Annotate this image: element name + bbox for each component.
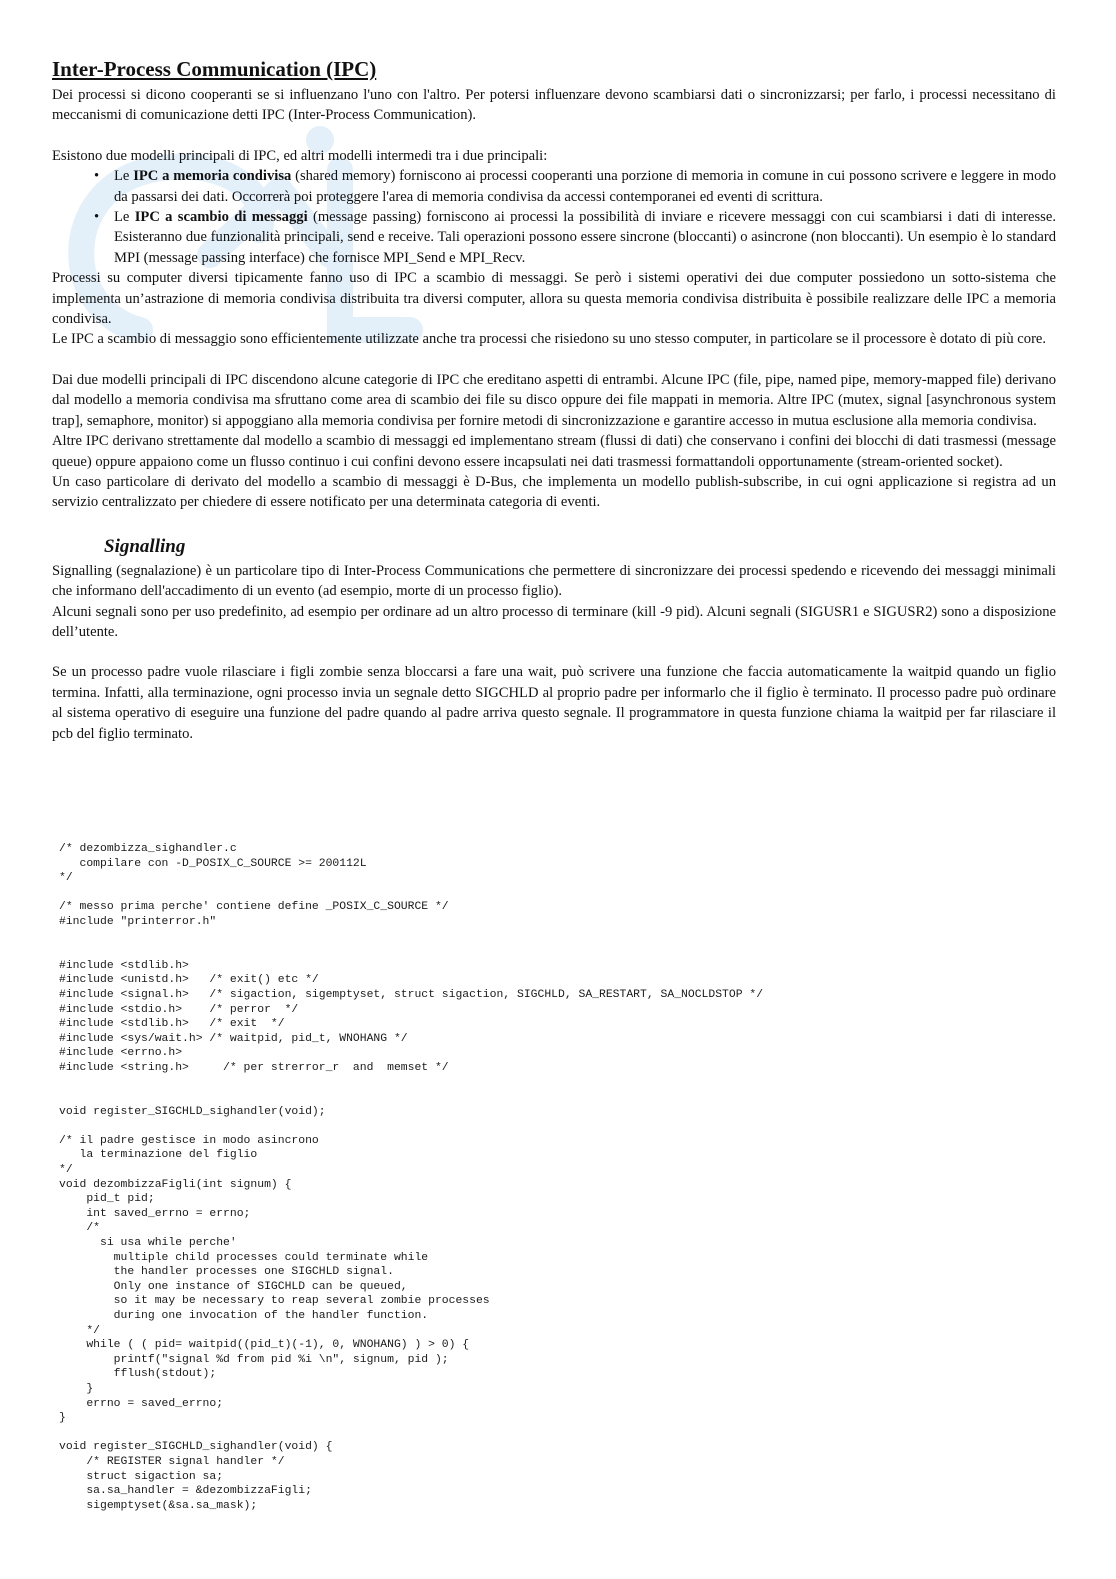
list-item: • Le IPC a memoria condivisa (shared memory) forniscono ai processi cooperanti una porzione di memoria in comune in cui possono scrivere e leggere in modo da passarsi dei dati. Occorrerà poi proteggere l'area di memoria condivisa da accessi contemporanei ed eventi di scrittura. (94, 168, 1056, 205)
list-item: • Le IPC a scambio di messaggi (message passing) forniscono ai processi la possibilità di inviare e ricevere messaggi con cui scambiarsi i dati di interesse. Esisteranno due funzionalità principali, send e receive. Tali operazioni possono essere sincrone (bloccanti) o asincrone (non bloccanti). Un esempio è lo standard MPI (message passing interface) che fornisce MPI_Send e MPI_Recv. (94, 209, 1056, 266)
models-intro-paragraph: Esistono due modelli principali di IPC, ed altri modelli intermedi tra i due principali: (52, 147, 548, 164)
section-title-signalling: Signalling (104, 535, 186, 557)
bold-term: IPC a scambio di messaggi (134, 209, 308, 226)
stream-paragraph: Altre IPC derivano strettamente dal modello a scambio di messaggi ed implementano stream (flussi di dati) che conservano i confini dei blocchi di dati trasmessi (message queue) oppure appaiono come un flusso continuo i cui confini devono essere incapsulati nei dati trasmessi formattandoli opportunamente (stream-oriented socket). (52, 433, 1056, 470)
code-listing: /* dezombizza_sighandler.c compilare con -D_POSIX_C_SOURCE >= 200112L */ /* messo prima perche' contiene define _POSIX_C_SOURCE */ #include "printerror.h" #include <stdlib.h> #include <unistd.h> /* exit() etc */ #include <signal.h> /* sigaction, sigemptyset, struct sigaction, SIGCHLD, SA_RESTART, SA_NOCLDSTOP */ #include <stdio.h> /* perror */ #include <stdlib.h> /* exit */ #include <sys/wait.h> /* waitpid, pid_t, WNOHANG */ #include <errno.h> #include <string.h> /* per strerror_r and memset */ void register_SIGCHLD_sighandler(void); /* il padre gestisce in modo asincrono la terminazione del figlio */ void dezombizzaFigli(int signum) { pid_t pid; int saved_errno = errno; /* si usa while perche' multiple child processes could terminate while the handler processes one SIGCHLD signal. Only one instance of SIGCHLD can be queued, so it may be necessary to reap several zombie processes during one invocation of the handler function. */ while ( ( pid= waitpid((pid_t)(-1), 0, WNOHANG) ) > 0) { printf("signal %d from pid %i \n", signum, pid ); fflush(stdout); } errno = saved_errno; } void register_SIGCHLD_sighandler(void) { /* REGISTER signal handler */ struct sigaction sa; sa.sa_handler = &dezombizzaFigli; sigemptyset(&sa.sa_mask); (59, 843, 764, 1512)
zombie-paragraph: Se un processo padre vuole rilasciare i figli zombie senza bloccarsi a fare una wait, può scrivere una funzione che faccia automaticamente la waitpid quando un figlio termina. Infatti, alla terminazione, ogni processo invia un segnale detto SIGCHLD al proprio padre per informarlo che il figlio è terminato. Il processo padre può ordinare al sistema operativo di eseguire una funzione del padre quando al padre arriva questo segnale. Il programmatore in questa funzione chiama la waitpid per far rilasciare il pcb del figlio terminato. (52, 664, 1056, 742)
document-page (52, 56, 1056, 744)
signals-paragraph: Alcuni segnali sono per uso predefinito, ad esempio per ordinare ad un altro processo di terminare (kill -9 pid). Alcuni segnali (SIGUSR1 e SIGUSR2) sono a disposizione dell’utente. (52, 603, 1056, 640)
dbus-paragraph: Un caso particolare di derivato del modello a scambio di messaggi è D-Bus, che implementa un modello publish-subscribe, in cui ogni applicazione si registra ad un servizio centralizzato per chiedere di essere notificato per una determinata categoria di eventi. (52, 473, 1056, 511)
distributed-paragraph: Processi su computer diversi tipicamente fanno uso di IPC a scambio di messaggi. Se però i sistemi operativi dei due computer possiedono un sotto-sistema che implementa un’astrazione di memoria condivisa distribuita tra diversi computer, allora su questa memoria condivisa distribuita è possibile realizzare delle IPC a memoria condivisa. (52, 270, 1056, 328)
bullet-icon: • (94, 168, 100, 185)
multicore-paragraph: Le IPC a scambio di messaggio sono efficientemente utilizzate anche tra processi che risiedono su uno stesso computer, in particolare se il processore è dotato di più core. (52, 331, 1047, 348)
derived-paragraph: Dai due modelli principali di IPC discendono alcune categorie di IPC che ereditano aspetti di entrambi. Alcune IPC (file, pipe, named pipe, memory-mapped file) derivano dal modello a memoria condivisa ma sfruttano come area di scambio dei file su disco oppure dei file mappati in memoria. Altre IPC (mutex, signal [asynchronous system trap], semaphore, monitor) si appoggiano alla memoria condivisa per fornire metodi di sincronizzazione e garantire accesso in mutua esclusione alla memoria condivisa. (52, 371, 1056, 429)
page-title: Inter-Process Communication (IPC) (52, 57, 377, 81)
signalling-paragraph: Signalling (segnalazione) è un particolare tipo di Inter-Process Communications che permettere di sincronizzare dei processi spedendo e ricevendo dei messaggi minimali che informano dell'accadimento di un evento (ad esempio, morte di un processo figlio). (52, 562, 1056, 600)
bold-term: IPC a memoria condivisa (133, 168, 292, 185)
intro-paragraph: Dei processi si dicono cooperanti se si influenzano l'uno con l'altro. Per potersi influenzare devono scambiarsi dati o sincronizzarsi; per farlo, i processi necessitano di meccanismi di comunicazione detti IPC (Inter-Process Communication). (52, 87, 1056, 124)
bullet-icon: • (94, 209, 100, 226)
models-list (52, 166, 1056, 268)
